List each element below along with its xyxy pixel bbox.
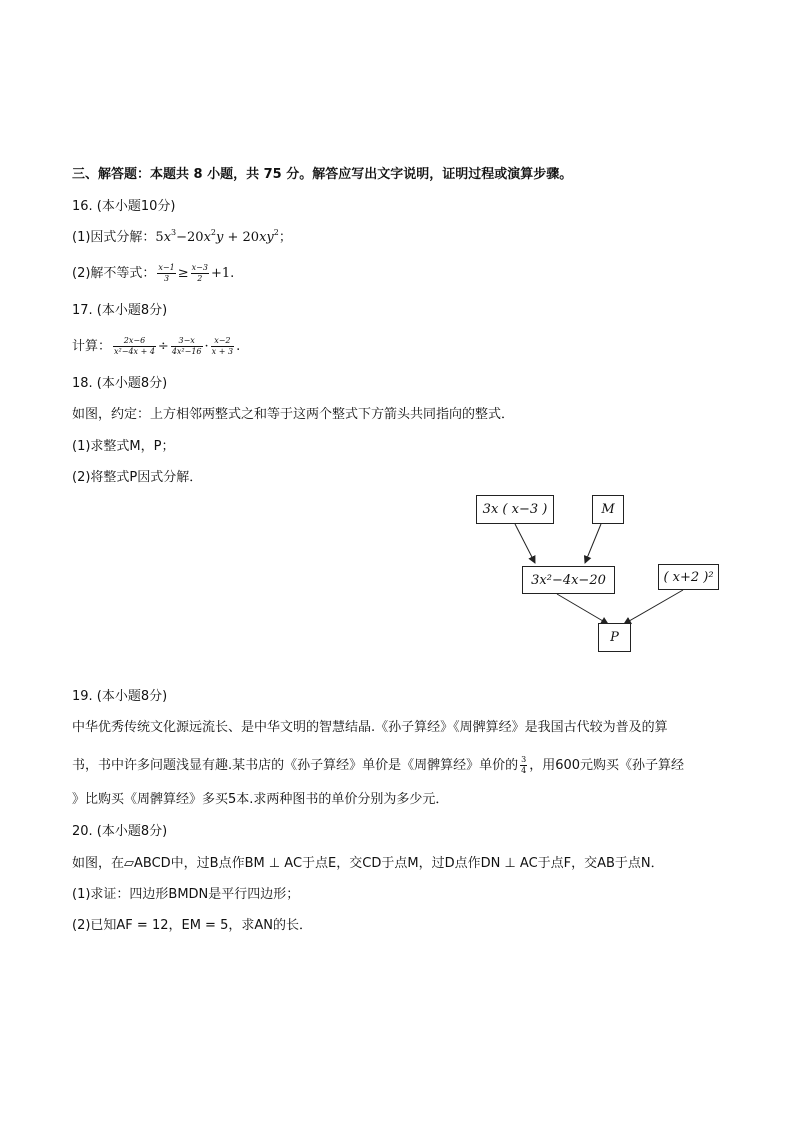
- q16-header: 16. (本小题10分): [72, 199, 176, 214]
- q16-fraction-lhs: $\frac{x-1}{3}$: [158, 263, 175, 283]
- q16-part2-label: (2)解不等式：: [72, 266, 156, 281]
- q16-fraction-rhs: $\frac{x-3}{2}$: [191, 263, 208, 283]
- section-heading: 三、解答题：本题共 8 小题，共 75 分。解答应写出文字说明，证明过程或演算步骤。: [72, 167, 573, 182]
- diagram-box-square: ( x+2 )²: [658, 564, 719, 590]
- diagram-box-3x-expr: 3x ( x−3 ): [476, 495, 554, 524]
- q17-fraction-2: $\frac{3-x}{\text{4x²−16}}$: [171, 336, 202, 356]
- q20-part1: (1)求证：四边形BMDN是平行四边形；: [72, 887, 300, 902]
- diagram-box-middle: 3x²−4x−20: [522, 566, 615, 594]
- q17-expression: 计算： $\frac{2x-6}{\text{x²−4x + 4}}$ ÷ $\frac{3-x}{\text{4x²−16}}$ · $\frac{x-2}{x + 3}$ .: [72, 336, 241, 356]
- q17-header: 17. (本小题8分): [72, 303, 168, 318]
- q18-intro: 如图，约定：上方相邻两整式之和等于这两个整式下方箭头共同指向的整式．: [72, 407, 515, 422]
- q16-part1: (1)因式分解：$5x^3-20x^2y + 20xy^2$；: [72, 228, 292, 245]
- q20-line1: 如图，在▱ABCD中，过B点作BM ⊥ AC于点E，交CD于点M，过D点作DN ⊥ AC于点F，交AB于点N．: [72, 856, 664, 871]
- q20-header: 20. (本小题8分): [72, 824, 168, 839]
- arrow-sq-to-p: [624, 590, 683, 624]
- q19-header: 19. (本小题8分): [72, 689, 168, 704]
- q19-line2-text-b: ，用600元购买《孙子算经: [529, 758, 685, 773]
- diagram-box-p: P: [598, 623, 631, 652]
- q19-line2: [72, 755, 684, 776]
- q16-part2: (2)解不等式： $\frac{x-1}{3}$ ≥ $\frac{x-3}{2}$ +1.: [72, 263, 235, 283]
- arrow-a-to-mid: [515, 524, 535, 563]
- q18-header: 18. (本小题8分): [72, 376, 168, 391]
- q20-part2: (2)已知AF = 12，EM = 5，求AN的长．: [72, 918, 312, 933]
- q17-label: 计算：: [72, 339, 112, 354]
- arrow-m-to-mid: [585, 524, 601, 563]
- q17-fraction-1: $\frac{2x-6}{\text{x²−4x + 4}}$: [114, 336, 155, 356]
- q19-line3: 》比购买《周髀算经》多买5本.求两种图书的单价分别为多少元．: [72, 792, 449, 807]
- q19-fraction: $\frac{3}{4}$: [521, 755, 527, 775]
- diagram-box-m: M: [592, 495, 624, 524]
- q18-part2: (2)将整式P因式分解．: [72, 470, 203, 485]
- q18-part1: (1)求整式M，P；: [72, 439, 175, 454]
- q19-line2-text-a: 书，书中许多问题浅显有趣.某书店的《孙子算经》单价是《周髀算经》单价的: [72, 758, 519, 773]
- arrow-mid-to-p: [557, 594, 608, 624]
- q17-fraction-3: $\frac{x-2}{x + 3}$: [211, 336, 234, 356]
- q19-line1: 中华优秀传统文化源远流长、是中华文明的智慧结晶.《孙子算经》《周髀算经》是我国古代较为普及的算: [72, 720, 668, 735]
- q16-part1-label: (1)因式分解：: [72, 230, 156, 245]
